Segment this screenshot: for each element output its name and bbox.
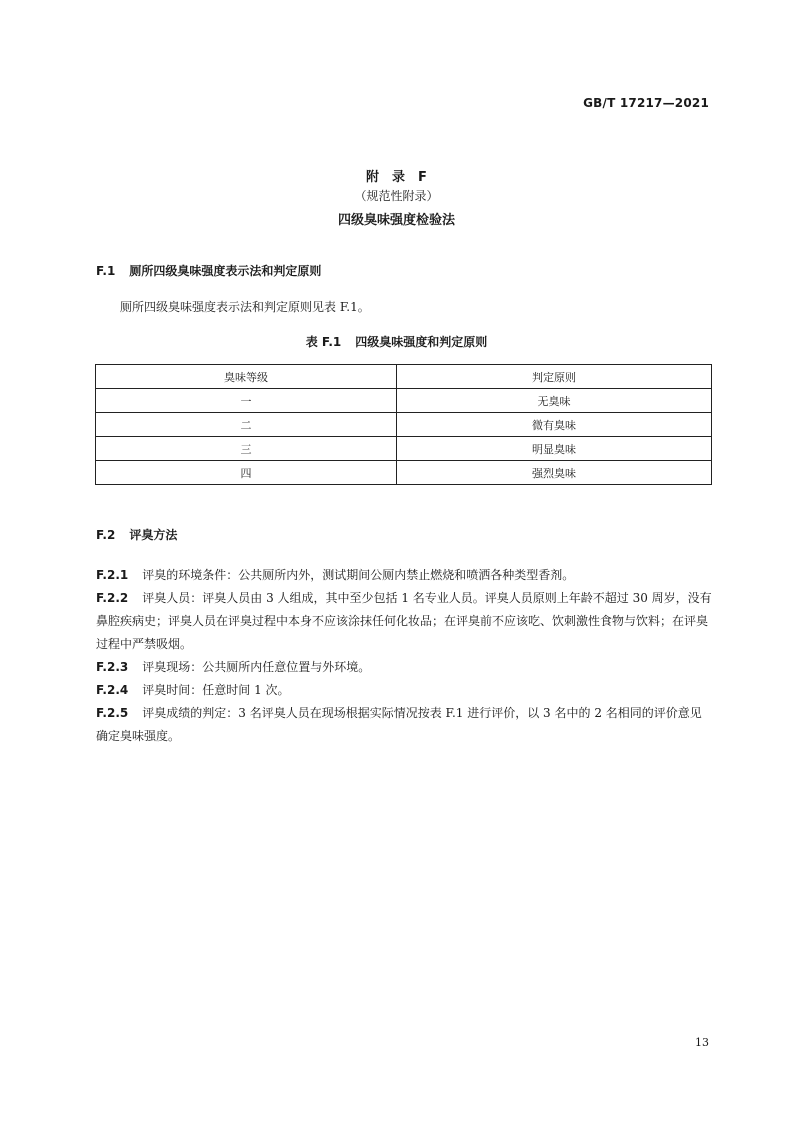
clause-number: F.2.4 — [96, 683, 129, 697]
section-f1-title: 厕所四级臭味强度表示法和判定原则 — [129, 264, 322, 278]
criterion-cell: 微有臭味 — [397, 413, 712, 437]
clause-f-2-5 — [96, 702, 712, 748]
clause-text: 评臭人员：评臭人员由 3 人组成，其中至少包括 1 名专业人员。评臭人员原则上年龄不超过 30 周岁，没有鼻腔疾病史；评臭人员在评臭过程中本身不应该涂抹任何化妆品；在评臭前不应该吃、饮刺激性食物与饮料；在评臭过程中严禁吸烟。 — [96, 591, 712, 651]
section-f2-number: F.2 — [96, 528, 116, 542]
table-row — [96, 413, 712, 437]
section-f2-heading — [96, 526, 177, 543]
section-f2-items — [96, 564, 712, 748]
criterion-cell: 明显臭味 — [397, 437, 712, 461]
criterion-cell: 强烈臭味 — [397, 461, 712, 485]
grade-cell: 二 — [96, 413, 397, 437]
clause-f-2-2 — [96, 587, 712, 656]
section-f1-number: F.1 — [96, 264, 116, 278]
clause-text: 评臭成绩的判定：3 名评臭人员在现场根据实际情况按表 F.1 进行评价，以 3 名中的 2 名相同的评价意见确定臭味强度。 — [96, 706, 702, 743]
appendix-type: （规范性附录） — [354, 189, 439, 203]
clause-f-2-3 — [96, 656, 712, 679]
table-row — [96, 461, 712, 485]
clause-number: F.2.2 — [96, 591, 129, 605]
table-row — [96, 437, 712, 461]
table-caption-title: 四级臭味强度和判定原则 — [355, 335, 488, 349]
clause-f-2-1 — [96, 564, 712, 587]
section-f2-title: 评臭方法 — [129, 528, 178, 542]
page-number: 13 — [695, 1036, 709, 1049]
criterion-cell: 无臭味 — [397, 389, 712, 413]
odor-grade-table — [95, 364, 712, 485]
clause-number: F.2.5 — [96, 706, 129, 720]
appendix-title: 附 录 F — [366, 170, 427, 185]
section-f1-text: 厕所四级臭味强度表示法和判定原则见表 F.1。 — [120, 300, 370, 314]
table-caption-number: 表 F.1 — [305, 335, 342, 349]
table-row — [96, 389, 712, 413]
clause-number: F.2.3 — [96, 660, 129, 674]
table-header-row — [96, 365, 712, 389]
clause-f-2-4 — [96, 679, 712, 702]
table-caption — [0, 333, 793, 350]
grade-cell: 三 — [96, 437, 397, 461]
section-f1-heading — [96, 262, 321, 279]
grade-cell: 一 — [96, 389, 397, 413]
column-header-criterion: 判定原则 — [397, 365, 712, 389]
standard-code: GB/T 17217—2021 — [583, 96, 709, 110]
grade-cell: 四 — [96, 461, 397, 485]
appendix-name: 四级臭味强度检验法 — [337, 213, 455, 228]
clause-text: 评臭现场：公共厕所内任意位置与外环境。 — [142, 660, 371, 674]
clause-number: F.2.1 — [96, 568, 129, 582]
clause-text: 评臭的环境条件：公共厕所内外，测试期间公厕内禁止燃烧和喷洒各种类型香剂。 — [142, 568, 575, 582]
clause-text: 评臭时间：任意时间 1 次。 — [142, 683, 290, 697]
column-header-grade: 臭味等级 — [96, 365, 397, 389]
